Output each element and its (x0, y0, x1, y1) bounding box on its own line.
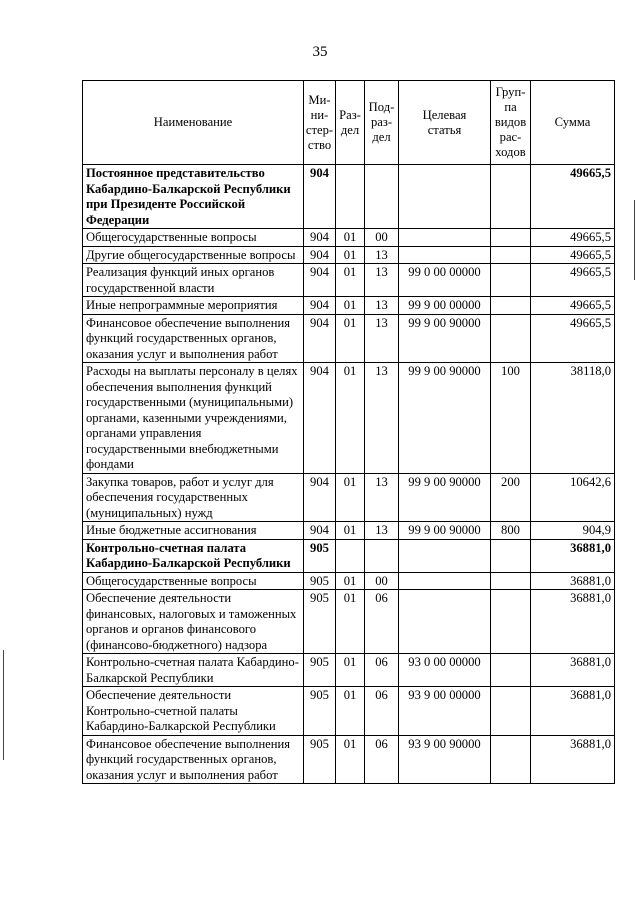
row-target-cell: 99 9 00 90000 (399, 522, 491, 540)
row-section-cell: 01 (336, 264, 365, 297)
row-name-cell: Обеспечение деятельности Контрольно-счетной палаты Кабардино-Балкарской Республики (83, 687, 304, 736)
row-section-cell: 01 (336, 572, 365, 590)
row-sum-cell: 49665,5 (531, 246, 615, 264)
page-number: 35 (312, 44, 328, 60)
table-row (83, 314, 615, 363)
row-group-cell (491, 297, 531, 315)
row-subsection-cell: 00 (365, 572, 399, 590)
row-ministry-cell: 904 (304, 363, 336, 474)
row-subsection-cell: 13 (365, 363, 399, 474)
row-group-cell (491, 539, 531, 572)
row-section-cell (336, 165, 365, 229)
header-ministry: Ми- ни- стер- ство (304, 81, 336, 165)
row-ministry-cell: 904 (304, 264, 336, 297)
row-target-cell (399, 590, 491, 654)
row-ministry-cell: 905 (304, 572, 336, 590)
row-section-cell: 01 (336, 687, 365, 736)
scan-edge-mark (634, 200, 635, 280)
row-group-cell (491, 735, 531, 784)
row-ministry-cell: 904 (304, 522, 336, 540)
row-group-cell (491, 264, 531, 297)
table-row (83, 297, 615, 315)
row-ministry-cell: 904 (304, 165, 336, 229)
row-group-cell: 100 (491, 363, 531, 474)
row-name-cell: Общегосударственные вопросы (83, 572, 304, 590)
table-row (83, 572, 615, 590)
table-row (83, 735, 615, 784)
header-sum: Сумма (531, 81, 615, 165)
table-row (83, 229, 615, 247)
row-section-cell: 01 (336, 735, 365, 784)
row-subsection-cell: 06 (365, 735, 399, 784)
row-target-cell (399, 539, 491, 572)
header-group: Груп- па видов рас- ходов (491, 81, 531, 165)
budget-table (82, 80, 615, 784)
row-section-cell: 01 (336, 590, 365, 654)
row-ministry-cell: 904 (304, 473, 336, 522)
row-ministry-cell: 905 (304, 590, 336, 654)
row-target-cell (399, 246, 491, 264)
row-subsection-cell: 13 (365, 297, 399, 315)
row-subsection-cell: 13 (365, 264, 399, 297)
row-name-cell: Постоянное представительство Кабардино-Балкарской Республики при Президенте Российской Федерации (83, 165, 304, 229)
row-name-cell: Контрольно-счетная палата Кабардино-Балкарской Республики (83, 654, 304, 687)
table-row (83, 590, 615, 654)
row-subsection-cell: 13 (365, 314, 399, 363)
header-section: Раз- дел (336, 81, 365, 165)
row-sum-cell: 36881,0 (531, 687, 615, 736)
row-ministry-cell: 904 (304, 297, 336, 315)
table-row (83, 687, 615, 736)
row-name-cell: Реализация функций иных органов государственной власти (83, 264, 304, 297)
row-group-cell (491, 572, 531, 590)
row-name-cell: Иные бюджетные ассигнования (83, 522, 304, 540)
row-group-cell (491, 229, 531, 247)
row-ministry-cell: 905 (304, 735, 336, 784)
row-target-cell: 99 9 00 90000 (399, 473, 491, 522)
row-subsection-cell (365, 539, 399, 572)
row-target-cell: 93 0 00 00000 (399, 654, 491, 687)
row-section-cell: 01 (336, 654, 365, 687)
row-target-cell (399, 229, 491, 247)
row-subsection-cell: 13 (365, 246, 399, 264)
row-sum-cell: 36881,0 (531, 539, 615, 572)
header-subsection: Под- раз- дел (365, 81, 399, 165)
row-name-cell: Иные непрограммные мероприятия (83, 297, 304, 315)
header-target: Целевая статья (399, 81, 491, 165)
row-group-cell (491, 314, 531, 363)
row-section-cell: 01 (336, 229, 365, 247)
table-row (83, 363, 615, 474)
row-name-cell: Закупка товаров, работ и услуг для обеспечения государственных (муниципальных) нужд (83, 473, 304, 522)
row-name-cell: Финансовое обеспечение выполнения функций государственных органов, оказания услуг и выполнения работ (83, 735, 304, 784)
table-row (83, 165, 615, 229)
row-sum-cell: 49665,5 (531, 165, 615, 229)
row-target-cell: 99 9 00 90000 (399, 314, 491, 363)
row-section-cell: 01 (336, 522, 365, 540)
header-name: Наименование (83, 81, 304, 165)
row-section-cell: 01 (336, 314, 365, 363)
row-subsection-cell: 13 (365, 522, 399, 540)
row-subsection-cell: 06 (365, 654, 399, 687)
table-body (83, 165, 615, 784)
row-group-cell (491, 590, 531, 654)
row-name-cell: Обеспечение деятельности финансовых, налоговых и таможенных органов и органов финансового (финансово-бюджетного) надзора (83, 590, 304, 654)
row-sum-cell: 36881,0 (531, 654, 615, 687)
row-name-cell: Другие общегосударственные вопросы (83, 246, 304, 264)
row-ministry-cell: 904 (304, 229, 336, 247)
row-ministry-cell: 905 (304, 654, 336, 687)
row-sum-cell: 49665,5 (531, 264, 615, 297)
scan-edge-mark (3, 650, 4, 760)
table-row (83, 654, 615, 687)
row-group-cell: 200 (491, 473, 531, 522)
row-sum-cell: 36881,0 (531, 590, 615, 654)
row-sum-cell: 36881,0 (531, 572, 615, 590)
row-subsection-cell: 06 (365, 590, 399, 654)
row-target-cell: 93 9 00 00000 (399, 687, 491, 736)
row-section-cell: 01 (336, 473, 365, 522)
row-ministry-cell: 904 (304, 246, 336, 264)
row-name-cell: Финансовое обеспечение выполнения функций государственных органов, оказания услуг и выполнения работ (83, 314, 304, 363)
row-group-cell (491, 165, 531, 229)
header-row (83, 81, 615, 165)
row-sum-cell: 36881,0 (531, 735, 615, 784)
row-ministry-cell: 904 (304, 314, 336, 363)
table-row (83, 473, 615, 522)
row-sum-cell: 38118,0 (531, 363, 615, 474)
row-subsection-cell: 13 (365, 473, 399, 522)
row-group-cell: 800 (491, 522, 531, 540)
row-target-cell (399, 165, 491, 229)
row-name-cell: Расходы на выплаты персоналу в целях обеспечения выполнения функций государственными (муниципальными) органами, казенными учреждениями, органами управления государственными внебюджетными фондами (83, 363, 304, 474)
row-section-cell: 01 (336, 297, 365, 315)
row-ministry-cell: 905 (304, 539, 336, 572)
row-sum-cell: 49665,5 (531, 314, 615, 363)
row-sum-cell: 10642,6 (531, 473, 615, 522)
row-section-cell: 01 (336, 363, 365, 474)
row-subsection-cell (365, 165, 399, 229)
row-target-cell: 99 9 00 00000 (399, 297, 491, 315)
table-row (83, 522, 615, 540)
row-target-cell: 99 0 00 00000 (399, 264, 491, 297)
row-group-cell (491, 687, 531, 736)
row-subsection-cell: 00 (365, 229, 399, 247)
row-target-cell: 99 9 00 90000 (399, 363, 491, 474)
row-sum-cell: 49665,5 (531, 229, 615, 247)
row-group-cell (491, 246, 531, 264)
row-subsection-cell: 06 (365, 687, 399, 736)
row-group-cell (491, 654, 531, 687)
table-row (83, 264, 615, 297)
table-row (83, 539, 615, 572)
row-name-cell: Контрольно-счетная палата Кабардино-Балкарской Республики (83, 539, 304, 572)
row-target-cell: 93 9 00 90000 (399, 735, 491, 784)
row-sum-cell: 49665,5 (531, 297, 615, 315)
row-name-cell: Общегосударственные вопросы (83, 229, 304, 247)
table-row (83, 246, 615, 264)
row-sum-cell: 904,9 (531, 522, 615, 540)
row-target-cell (399, 572, 491, 590)
row-section-cell: 01 (336, 246, 365, 264)
row-ministry-cell: 905 (304, 687, 336, 736)
row-section-cell (336, 539, 365, 572)
